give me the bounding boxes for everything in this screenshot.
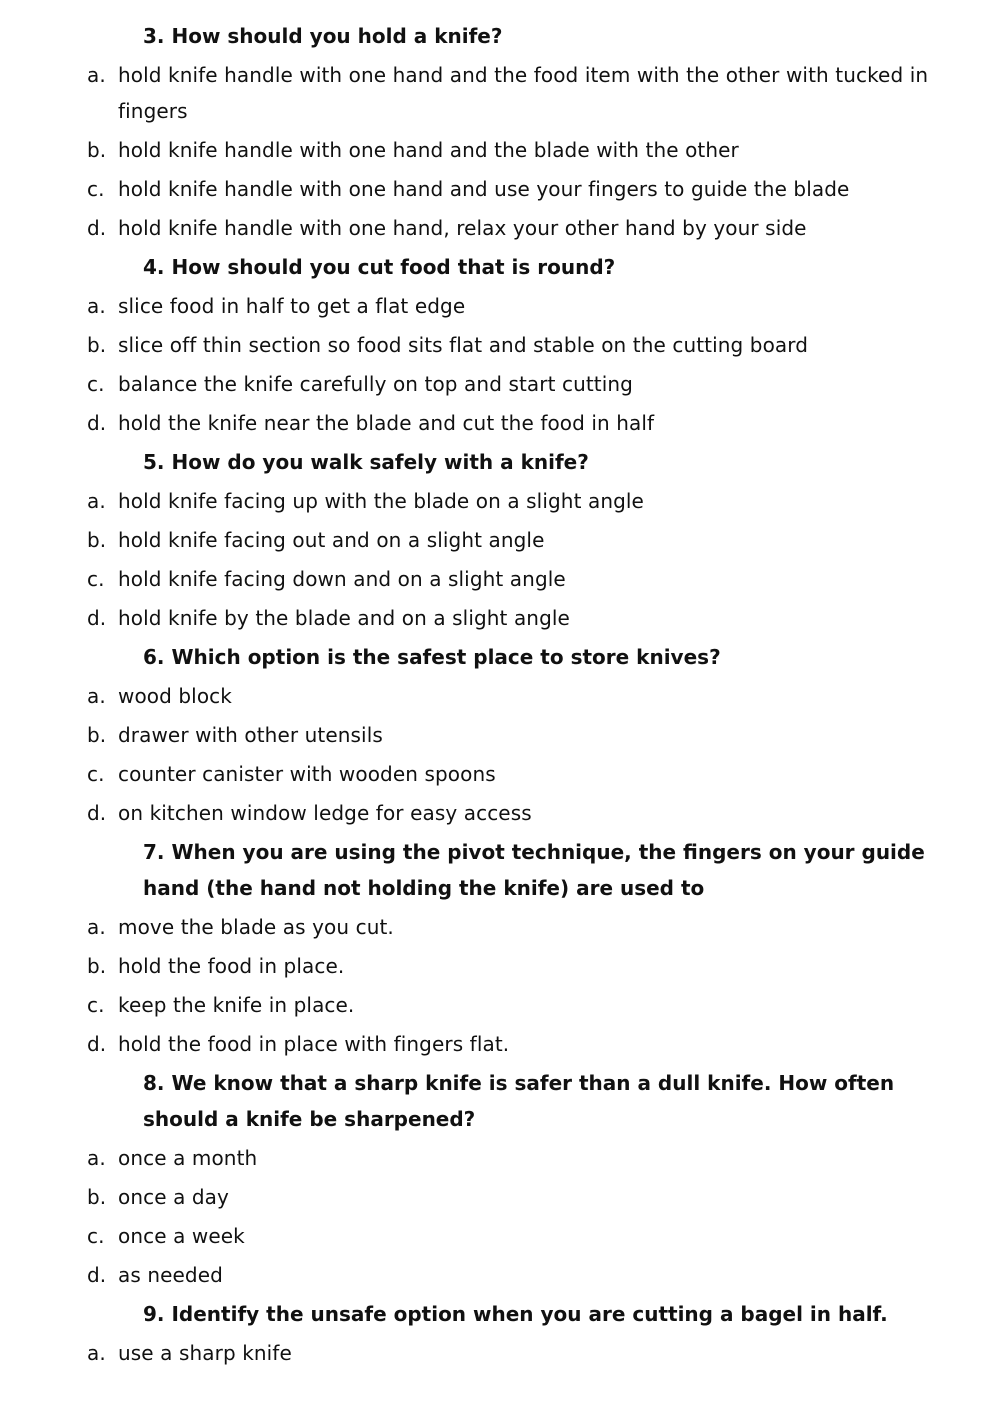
option-text: once a month xyxy=(118,1146,258,1170)
question-number: 8. xyxy=(143,1071,165,1095)
option-text: slice food in half to get a flat edge xyxy=(118,294,466,318)
answer-option xyxy=(87,1218,933,1257)
answer-option xyxy=(87,600,933,639)
answer-option xyxy=(87,327,933,366)
answer-options xyxy=(0,1140,1000,1296)
option-text: wood block xyxy=(118,684,232,708)
answer-options xyxy=(0,57,1000,249)
option-text: hold knife facing up with the blade on a slight angle xyxy=(118,489,644,513)
question-prompt: How do you walk safely with a knife? xyxy=(171,450,589,474)
option-letter: a. xyxy=(87,915,106,939)
answer-option xyxy=(87,987,933,1026)
answer-option xyxy=(87,948,933,987)
option-letter: b. xyxy=(87,1185,107,1209)
option-text: hold knife handle with one hand and use your fingers to guide the blade xyxy=(118,177,850,201)
question-text xyxy=(143,444,943,483)
question-prompt: Identify the unsafe option when you are cutting a bagel in half. xyxy=(171,1302,888,1326)
option-text: hold the knife near the blade and cut the food in half xyxy=(118,411,655,435)
answer-option xyxy=(87,405,933,444)
option-letter: d. xyxy=(87,1032,107,1056)
option-letter: a. xyxy=(87,684,106,708)
question-text xyxy=(143,639,943,678)
question-block xyxy=(0,1296,1000,1374)
option-letter: c. xyxy=(87,1224,105,1248)
question-block xyxy=(0,249,1000,444)
question-prompt: We know that a sharp knife is safer than a dull knife. How often should a knife be sharpened? xyxy=(143,1071,895,1131)
answer-option xyxy=(87,171,933,210)
question-block xyxy=(0,639,1000,834)
option-text: use a sharp knife xyxy=(118,1341,292,1365)
answer-option xyxy=(87,1335,933,1374)
option-letter: b. xyxy=(87,138,107,162)
option-letter: a. xyxy=(87,294,106,318)
answer-option xyxy=(87,288,933,327)
question-number: 4. xyxy=(143,255,165,279)
question-prompt: How should you cut food that is round? xyxy=(171,255,616,279)
option-letter: a. xyxy=(87,489,106,513)
option-text: hold knife handle with one hand and the blade with the other xyxy=(118,138,739,162)
question-block xyxy=(0,1065,1000,1296)
question-block xyxy=(0,834,1000,1065)
answer-options xyxy=(0,1335,1000,1374)
answer-options xyxy=(0,909,1000,1065)
option-letter: d. xyxy=(87,606,107,630)
question-text xyxy=(143,1296,943,1335)
option-letter: c. xyxy=(87,177,105,201)
option-letter: b. xyxy=(87,333,107,357)
question-number: 5. xyxy=(143,450,165,474)
option-letter: c. xyxy=(87,372,105,396)
option-letter: b. xyxy=(87,528,107,552)
option-text: once a week xyxy=(118,1224,245,1248)
question-text xyxy=(143,1065,943,1140)
option-text: as needed xyxy=(118,1263,223,1287)
option-letter: a. xyxy=(87,1341,106,1365)
question-text xyxy=(143,18,943,57)
answer-option xyxy=(87,561,933,600)
question-number: 7. xyxy=(143,840,165,864)
answer-option xyxy=(87,483,933,522)
question-prompt: When you are using the pivot technique, the fingers on your guide hand (the hand not holding the knife) are used to xyxy=(143,840,925,900)
option-text: balance the knife carefully on top and start cutting xyxy=(118,372,633,396)
answer-option xyxy=(87,210,933,249)
question-prompt: Which option is the safest place to store knives? xyxy=(171,645,721,669)
option-text: once a day xyxy=(118,1185,229,1209)
option-letter: d. xyxy=(87,411,107,435)
answer-option xyxy=(87,1140,933,1179)
option-text: slice off thin section so food sits flat and stable on the cutting board xyxy=(118,333,809,357)
answer-option xyxy=(87,1179,933,1218)
answer-option xyxy=(87,717,933,756)
answer-option xyxy=(87,795,933,834)
answer-option xyxy=(87,909,933,948)
option-text: on kitchen window ledge for easy access xyxy=(118,801,532,825)
question-prompt: How should you hold a knife? xyxy=(171,24,503,48)
option-letter: a. xyxy=(87,63,106,87)
question-number: 3. xyxy=(143,24,165,48)
answer-options xyxy=(0,483,1000,639)
question-text xyxy=(143,834,943,909)
option-letter: c. xyxy=(87,567,105,591)
answer-option xyxy=(87,366,933,405)
option-text: hold knife facing out and on a slight angle xyxy=(118,528,545,552)
option-text: move the blade as you cut. xyxy=(118,915,394,939)
option-letter: b. xyxy=(87,723,107,747)
option-text: hold the food in place with fingers flat. xyxy=(118,1032,510,1056)
question-number: 9. xyxy=(143,1302,165,1326)
answer-option xyxy=(87,1257,933,1296)
option-text: hold knife facing down and on a slight angle xyxy=(118,567,566,591)
question-block xyxy=(0,18,1000,249)
answer-options xyxy=(0,678,1000,834)
answer-option xyxy=(87,132,933,171)
option-letter: b. xyxy=(87,954,107,978)
option-letter: d. xyxy=(87,801,107,825)
answer-option xyxy=(87,1026,933,1065)
option-text: hold knife by the blade and on a slight angle xyxy=(118,606,570,630)
option-text: keep the knife in place. xyxy=(118,993,355,1017)
answer-options xyxy=(0,288,1000,444)
option-text: drawer with other utensils xyxy=(118,723,383,747)
question-number: 6. xyxy=(143,645,165,669)
option-letter: d. xyxy=(87,216,107,240)
question-text xyxy=(143,249,943,288)
option-letter: d. xyxy=(87,1263,107,1287)
worksheet-page xyxy=(0,18,1000,1374)
question-block xyxy=(0,444,1000,639)
option-text: hold knife handle with one hand and the food item with the other with tucked in fingers xyxy=(118,63,929,123)
option-text: counter canister with wooden spoons xyxy=(118,762,496,786)
option-letter: a. xyxy=(87,1146,106,1170)
option-text: hold knife handle with one hand, relax your other hand by your side xyxy=(118,216,807,240)
answer-option xyxy=(87,678,933,717)
answer-option xyxy=(87,57,933,132)
option-letter: c. xyxy=(87,762,105,786)
answer-option xyxy=(87,522,933,561)
answer-option xyxy=(87,756,933,795)
option-text: hold the food in place. xyxy=(118,954,345,978)
option-letter: c. xyxy=(87,993,105,1017)
